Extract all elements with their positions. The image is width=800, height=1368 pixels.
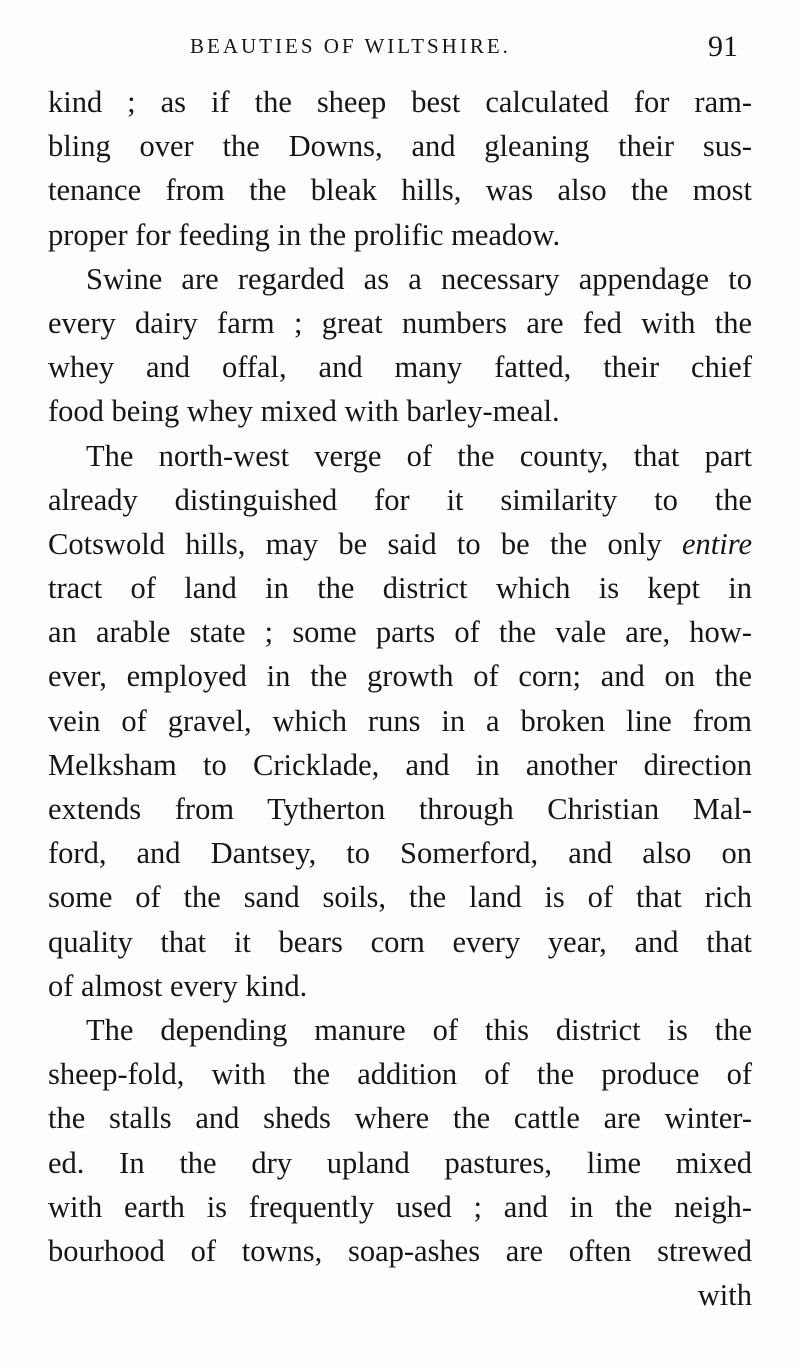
text-line: ford, and Dantsey, to Somerford, and also on (48, 836, 752, 871)
text-line: kind ; as if the sheep best calculated for ram- (48, 85, 752, 119)
paragraph (48, 257, 752, 434)
running-head-title: BEAUTIES OF WILTSHIRE. (190, 34, 511, 58)
text-line-part: Cotswold hills, may be said to be the only (48, 526, 682, 561)
text-line: Swine are regarded as a necessary appendage to (86, 261, 752, 296)
text-line: ever, employed in the growth of corn; and on the (48, 659, 752, 694)
text-line: The depending manure of this district is the (86, 1012, 752, 1047)
text-line: whey and offal, and many fatted, their chief (48, 350, 752, 385)
text-line: sheep-fold, with the addition of the produce of (48, 1057, 752, 1092)
text-line: some of the sand soils, the land is of that rich (48, 880, 752, 915)
body-text (48, 80, 752, 1317)
text-line: The north-west verge of the county, that part (86, 438, 752, 473)
text-line (48, 522, 752, 566)
text-line: tenance from the bleak hills, was also the most (48, 173, 752, 208)
running-head (0, 30, 800, 66)
text-line: food being whey mixed with barley-meal. (48, 394, 560, 429)
text-line: proper for feeding in the prolific meadow. (48, 217, 561, 252)
text-line: bling over the Downs, and gleaning their sus- (48, 129, 752, 164)
text-line: bourhood of towns, soap-ashes are often strewed (48, 1233, 752, 1268)
text-line: an arable state ; some parts of the vale are, how- (48, 615, 752, 650)
text-line: quality that it bears corn every year, and that (48, 924, 752, 959)
text-line: vein of gravel, which runs in a broken line from (48, 703, 752, 738)
text-line: already distinguished for it similarity to the (48, 482, 752, 517)
catchword: with (697, 1278, 752, 1313)
page-number: 91 (708, 30, 738, 63)
text-line: ed. In the dry upland pastures, lime mixed (48, 1145, 752, 1180)
text-line: of almost every kind. (48, 968, 308, 1003)
paragraph (48, 80, 752, 257)
text-line: the stalls and sheds where the cattle are winter- (48, 1101, 752, 1136)
paragraph (48, 434, 752, 1008)
text-line: extends from Tytherton through Christian Mal- (48, 792, 752, 826)
text-line: Melksham to Cricklade, and in another direction (48, 747, 752, 782)
paragraph (48, 1008, 752, 1273)
text-line: tract of land in the district which is kept in (48, 571, 752, 606)
text-line: with earth is frequently used ; and in the neigh- (48, 1189, 752, 1224)
italic-word: entire (681, 526, 752, 561)
text-line: every dairy farm ; great numbers are fed with the (48, 305, 752, 340)
